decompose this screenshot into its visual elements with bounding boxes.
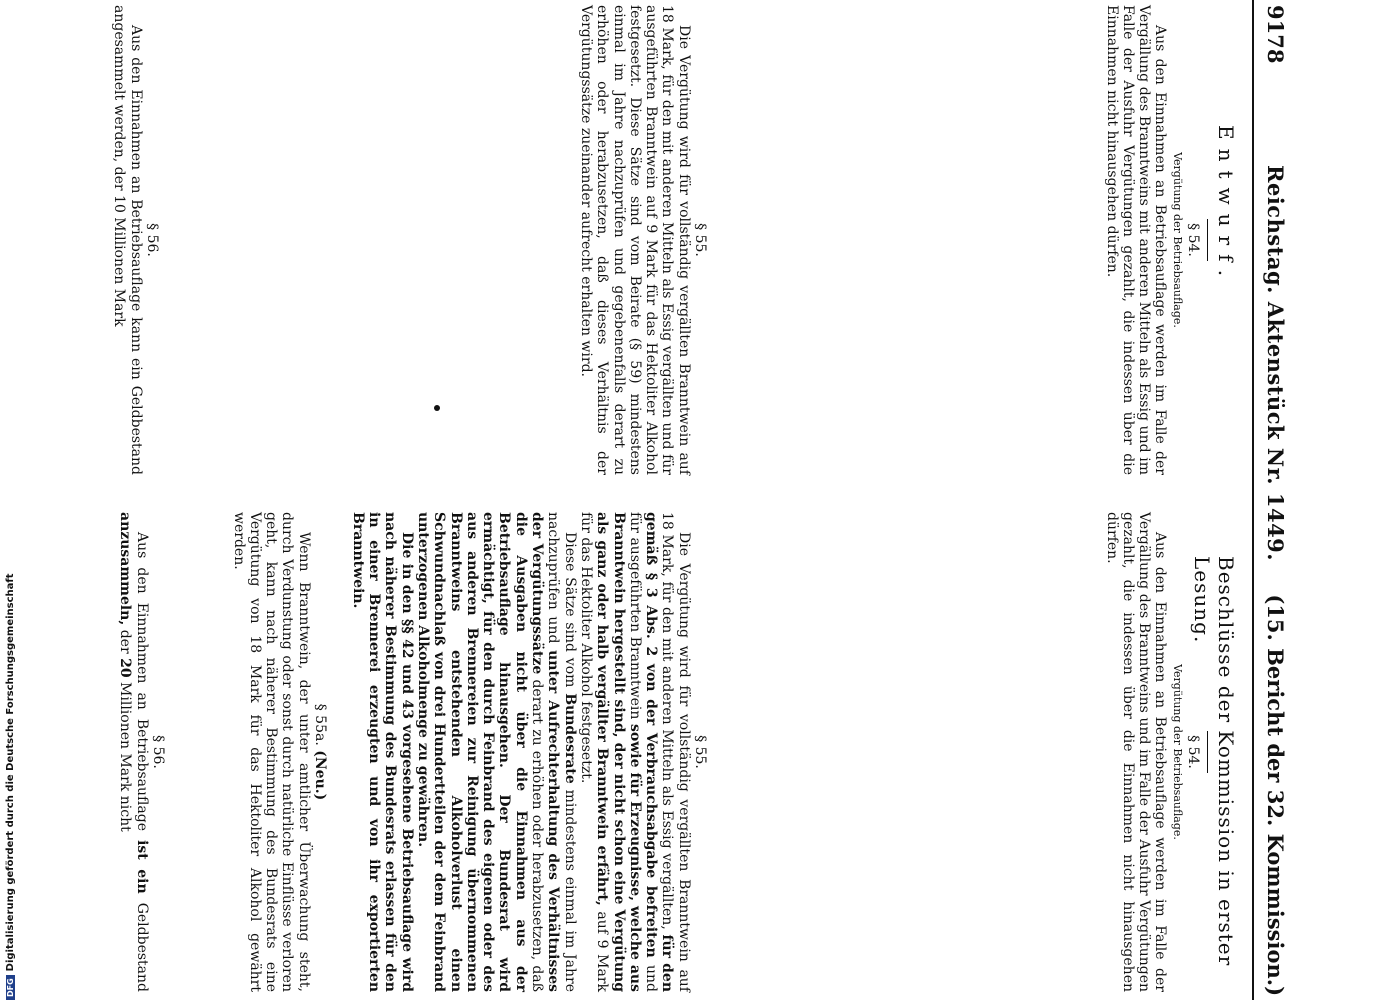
digitization-credit <box>5 0 19 1000</box>
s54-caption: Vergütung der Betriebsauflage. <box>1170 152 1184 328</box>
s55-p2-a: Diese Sätze sind vom <box>561 532 578 694</box>
s55-p1-d: sowie für Erzeugnisse, welche aus Branntwein hergestellt sind, der nicht schon eine Vergütung als ganz oder halb vergällter Branntwein erfährt, <box>594 512 643 992</box>
s56-title: § 56. <box>150 735 166 769</box>
s56-f: 20 <box>117 658 134 678</box>
right-column-heading: Beschlüsse der Kommission in erster Lesung. <box>1190 556 1238 967</box>
s55a-title <box>312 512 328 992</box>
s55-title: § 55. <box>692 223 708 257</box>
rotated-document-page <box>5 0 1300 1000</box>
s55-text: Die Vergütung wird für vollständig vergällten Branntwein auf 18 Mark, für den mit anderen Mitteln als Essig vergällten und für ausgeführten Branntwein auf 9 Mark für das Hektoliter Alkohol festgesetzt. Diese Sätze sind vom Beirate (§ 59) mindestens einmal im Jahre nachzuprüfen und gegebenenfalls derart zu erhöhen oder herabzusetzen, daß dieses Verhältnis der Vergütungssätze zueinander aufrecht erhalten wird. <box>577 5 692 475</box>
report-reference: (15. Bericht der 32. Kommission.) <box>1263 594 1288 996</box>
s54-title: § 54. <box>1185 735 1201 769</box>
s55-p2-e: derart zu erhöhen oder herabzusetzen, daß <box>529 674 546 993</box>
s56-a: Aus den Einnahmen an Betriebsauflage <box>133 532 150 841</box>
s56-text <box>117 512 150 992</box>
left-s54-block <box>1103 5 1208 475</box>
s55-p2-b: Bundesrate <box>561 693 578 784</box>
right-s55a-block <box>230 512 328 992</box>
section-rule <box>1207 219 1208 261</box>
s55a-number: § 55a. <box>312 703 328 746</box>
credit-text: Digitalisierung gefördert durch die Deutsche Forschungsgemeinschaft <box>5 573 16 972</box>
s55-title: § 55. <box>692 735 708 769</box>
s54-caption: Vergütung der Betriebsauflage. <box>1170 664 1184 840</box>
s55-p1-b: für den gemäß § 3 Abs. 2 von der Verbrauchsabgabe befreiten <box>643 512 676 993</box>
right-s55-block <box>349 512 708 992</box>
s55-p1-e: auf 9 Mark für das Hektoliter Alkohol festgesetzt. <box>577 512 611 992</box>
s55-p2-d: unter Aufrechterhaltung des Verhältnisses der Vergütungssätze <box>529 512 562 992</box>
s55-paragraph-1 <box>578 512 692 992</box>
s56-b: ist ein <box>133 840 150 894</box>
s54-title: § 54. <box>1185 223 1201 257</box>
s56-c: Geldbestand <box>133 893 150 993</box>
left-s55-block <box>578 5 708 475</box>
left-s56-block <box>111 5 160 475</box>
document-reference: Reichstag. Aktenstück Nr. 1449. <box>1263 165 1288 562</box>
s56-g: Millionen Mark nicht <box>117 677 134 832</box>
s55-p1-a: Die Vergütung wird für vollständig vergällten Branntwein auf 18 Mark, für den mit anderen Mitteln als Essig vergällten, <box>659 512 692 992</box>
left-column-heading: Entwurf. <box>1214 125 1238 286</box>
page-header <box>1252 0 1294 1000</box>
s55-p2-f: die Ausgaben nicht über die Einnahmen aus der Betriebsauflage hinausgehen. Der Bundesrat wird ermächtigt, für den durch Feinbrand des eigenen oder des aus anderen Brennereien zur Reinigung übernommenen Branntweins entstehenden Alkoholverlust einen Schwundnachlaß von drei Hundertteilen der dem Feinbrand unterzogenen Alkoholmenge zu gewähren. <box>414 512 529 992</box>
s56-text: Aus den Einnahmen an Betriebsauflage kann ein Geldbestand angesammelt werden, der 10 Millionen Mark <box>111 5 144 475</box>
page-number: 9178 <box>1263 5 1288 64</box>
s55-p2-c: mindestens einmal im Jahre nachzuprüfen und <box>545 512 578 992</box>
s56-e: der <box>117 625 134 659</box>
s55-paragraph-2 <box>415 512 578 992</box>
s55-p1-c: und für ausgeführten Branntwein <box>626 512 660 993</box>
s55a-new-label: (Neu.) <box>312 750 328 801</box>
s55a-text: Wenn Branntwein, der unter amtlicher Überwachung steht, durch Verdunstung oder sonst durch natürliche Einflüsse verloren geht, kann nach näherer Bestimmung des Bundesrats eine Vergütung von 18 Mark für das Hektoliter Alkohol gewährt werden. <box>230 512 312 992</box>
s54-text: Aus den Einnahmen an Betriebsauflage werden im Falle der Vergällung des Branntweins und im Falle der Ausfuhr Vergütungen gezahlt, die indessen über die Einnahmen nicht hinausgehen dürfen. <box>1103 512 1169 992</box>
s55-paragraph-3: Die in den §§ 42 und 43 vorgesehene Betriebsauflage wird nach näherer Bestimmung des Bundesrats erlassen für den in einer Brennerei erzeugten und von ihr exportierten Branntwein. <box>349 512 415 992</box>
section-rule <box>1207 731 1208 773</box>
right-s56-block <box>117 512 166 992</box>
right-s54-block <box>1103 512 1208 992</box>
dfg-logo: DFG <box>6 975 15 1000</box>
s56-d: anzusammeln, <box>117 512 134 626</box>
s56-title: § 56. <box>144 223 160 257</box>
s54-text: Aus den Einnahmen an Betriebsauflage werden im Falle der Vergällung des Branntweins mit anderen Mitteln als Essig und im Falle der Ausfuhr Vergütungen gezahlt, die indessen über die Einnahmen nicht hinausgehen dürfen. <box>1103 5 1169 475</box>
ink-speck <box>434 405 440 411</box>
